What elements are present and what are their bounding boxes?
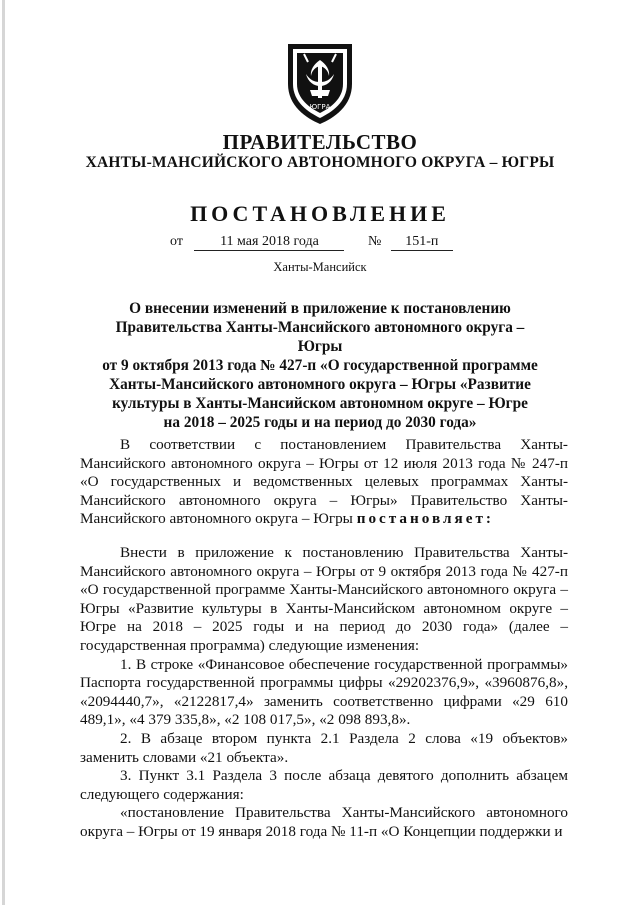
decree-body: [80, 544, 568, 842]
title-line: Правительства Ханты-Мансийского автономного округа – Югры: [115, 319, 525, 355]
decree-date: 11 мая 2018 года: [194, 234, 344, 251]
title-line: Ханты-Мансийского автономного округа – Югры «Развитие: [109, 376, 531, 393]
org-region: ХАНТЫ-МАНСИЙСКОГО АВТОНОМНОГО ОКРУГА – ЮГРЫ: [85, 154, 555, 171]
paragraph: 1. В строке «Финансовое обеспечение государственной программы» Паспорта государственной программы цифры «29202376,9», «3960876,8», «2094440,7», «2122817,4» заменить соответственно цифрами «29 610 489,1», «4 379 335,8», «2 108 017,5», «2 098 893,8».: [80, 655, 568, 729]
org-name: ПРАВИТЕЛЬСТВО: [222, 130, 418, 154]
paragraph: «постановление Правительства Ханты-Мансийского автономного округа – Югры от 19 января 2018 года № 11-п «О Концепции поддержки и: [80, 804, 568, 840]
title-line: культуры в Ханты-Мансийском автономном округе – Югре: [112, 395, 528, 412]
paragraph: 3. Пункт 3.1 Раздела 3 после абзаца девятого дополнить абзацем следующего содержания:: [80, 767, 568, 803]
number-prefix: №: [367, 234, 382, 249]
preamble-text: В соответствии с постановлением Правительства Ханты-Мансийского автономного округа – Югры от 12 июля 2013 года № 247-п «О государственных и ведомственных целевых программах Ханты-Мансийского автономного округа – Югры» Правительство Ханты-Мансийского автономного округа – Югры: [80, 436, 568, 528]
title-line: О внесении изменений в приложение к постановлению: [129, 300, 511, 317]
date-prefix: от: [170, 234, 183, 249]
emblem-text: ЮГРА: [309, 103, 331, 111]
document-type: ПОСТАНОВЛЕНИЕ: [190, 201, 450, 226]
paragraph: Внести в приложение к постановлению Правительства Ханты-Мансийского автономного округа – Югры от 9 октября 2013 года № 427-п «О государственной программе Ханты-Мансийского автономного округа – Югры «Развитие культуры в Ханты-Мансийском автономном округе – Югре на 2018 – 2025 годы и на период до 2030 года» (далее – государственная программа) следующие изменения:: [80, 544, 568, 654]
decree-number: 151-п: [391, 234, 453, 251]
title-line: на 2018 – 2025 годы и на период до 2030 года»: [163, 414, 477, 431]
city: Ханты-Мансийск: [273, 260, 367, 274]
coat-of-arms-icon: [284, 40, 356, 126]
title-line: от 9 октября 2013 года № 427-п «О государственной программе: [102, 357, 538, 374]
preamble-emphasis: постановляет:: [356, 510, 494, 528]
paragraph: 2. В абзаце втором пункта 2.1 Раздела 2 слова «19 объектов» заменить словами «21 объекта».: [80, 729, 568, 766]
decree-title: [95, 299, 545, 432]
preamble: [80, 436, 568, 529]
date-line: [170, 234, 453, 251]
